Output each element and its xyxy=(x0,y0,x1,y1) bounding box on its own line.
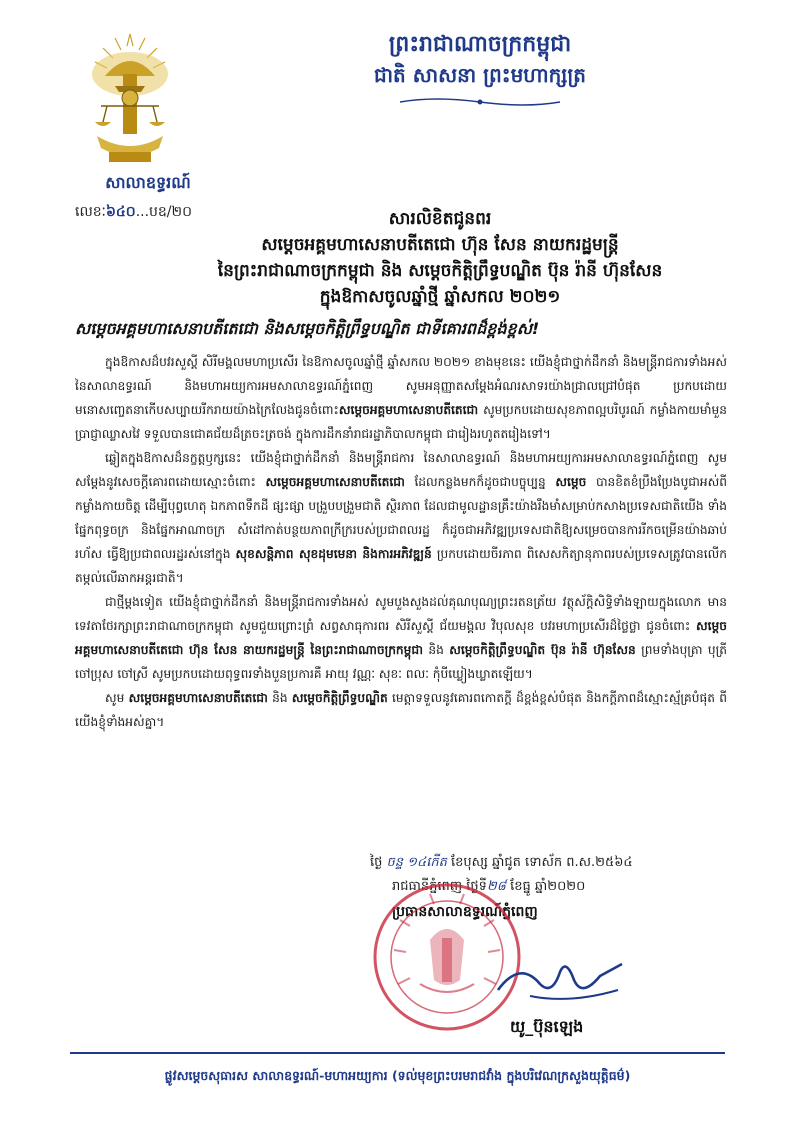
footer-address: ផ្លូវសម្តេចសុធារស សាលាឧទ្ធរណ៍-មហាអយ្យការ (ទល់មុខព្រះបរមរាជវាំង ក្នុងបរិវេណក្រសួងយុត្តិធម៌) xyxy=(164,1068,631,1083)
lunar-date-handwritten: ចន្ទ ១៤កើត xyxy=(386,855,447,870)
paragraph-emphasis: សម្តេចកិត្តិព្រឹទ្ធបណ្ឌិត xyxy=(291,691,388,705)
paragraph-text: ក្នុងឱកាសដ៏បវរសួស្តី សិរីមង្គលមហាប្រសើរ នៃឱកាសចូលឆ្នាំថ្មី ឆ្នាំសកល ២០២១ ខាងមុខនេះ យើងខ្ញុំជាថ្នាក់ដឹកនាំ និងមន្ត្រីរាជការទាំងអស់ នៃសាលាឧទ្ធរណ៍ និងមហាអយ្យការអមសាលាឧទ្ធរណ៍ភ្នំពេញ សូមអនុញ្ញាតសម្តែងអំណរសាទរយ៉ាងជ្រាលជ្រៅបំផុត ប្រកបដោយមនោសញ្ចេតនាកើបសប្បាយរីករាយយ៉ាងក្រៃលែងជូនចំពោះ xyxy=(75,355,727,417)
paragraph-emphasis: សម្តេចអគ្គមហាសេនាបតីតេជោ xyxy=(128,691,268,705)
paragraph-1 xyxy=(75,350,727,446)
solar-date-prefix: រាជធានីភ្នំពេញ ថ្ងៃទី xyxy=(392,879,487,894)
paragraph-text: មេត្តាទទួលនូវគោរពកោតក្តី ដ៏ខ្ពង់ខ្ពស់បំផុត និងកក្តីភាពដ៏ស្មោះស្ម័គ្របំផុត ពីយើងខ្ញុំទាំងអស់គ្នា។ xyxy=(75,691,727,729)
paragraph-text: សូម xyxy=(105,691,129,705)
title-line-4: ក្នុងឱកាសចូលឆ្នាំថ្មី ឆ្នាំសកល ២០២១ xyxy=(319,287,561,307)
paragraph-emphasis: សម្តេចកិត្តិព្រឹទ្ធបណ្ឌិត ប៊ុន រ៉ានី ហ៊ុនសែន xyxy=(449,643,636,657)
paragraph-text: បានខិតខំប្រឹងប្រែងបូជាអស់ពីកម្លាំងកាយចិត្ត ដើម្បីបុព្វហេតុ ឯកភាពទឹកដី ផ្សះផ្សា បង្រួបបង្រួមជាតិ ស្ថិរភាព ដែលជាមូលដ្ឋានគ្រឹះយ៉ាងរឹងមាំសម្រាប់កសាងប្រទេសជាតិយើង ទាំងផ្នែកពុទ្ធចក្រ និងផ្នែកអាណាចក្រ សំដៅកាត់បន្ថយភាពក្រីក្ររបស់ប្រជាពលរដ្ឋ ក៏ដូចជាអភិវឌ្ឍប្រទេសជាតិឱ្យសម្រេចបានការរីកចម្រើនយ៉ាងឆាប់រហ័ស ធ្វើឱ្យប្រជាពលរដ្ឋរស់នៅក្នុង xyxy=(75,475,727,561)
letter-title xyxy=(160,206,720,310)
paragraph-emphasis: សម្តេចអគ្គមហាសេនាបតីតេជោ xyxy=(265,475,405,489)
paragraph-emphasis: សម្តេចអគ្គមហាសេនាបតីតេជោ xyxy=(338,403,479,417)
royal-emblem-icon xyxy=(75,26,185,174)
paragraph-emphasis: សម្តេច xyxy=(555,475,587,489)
paragraph-text: ប្រកបដោយចីរភាព ពិសេសកិត្យានុភាពរបស់ប្រទេសត្រូវបានលើកតម្កល់លើឆាកអន្តរជាតិ។ xyxy=(75,547,727,585)
lunar-date xyxy=(370,854,633,873)
paragraph-emphasis: សម្តេចអគ្គមហាសេនាបតីតេជោ ហ៊ុន សែន នាយករដ្ឋមន្ត្រី នៃព្រះរាជាណាចក្រកម្ពុជា xyxy=(75,619,727,657)
solar-date-rest: ខែធ្នូ ឆ្នាំ២០២០ xyxy=(510,879,586,894)
title-line-3: នៃព្រះរាជាណាចក្រកម្ពុជា និង សម្តេចកិត្តិព្រឹទ្ធបណ្ឌិត ប៊ុន រ៉ានី ហ៊ុនសែន xyxy=(217,261,663,281)
paragraph-emphasis: សុខសន្តិភាព សុខដុមមេនា និងការអភិវឌ្ឍន៍ xyxy=(235,547,432,561)
lunar-date-rest: ខែបុស្ស ឆ្នាំជូត ទោស័ក ព.ស.២៥៦៤ xyxy=(450,855,633,870)
national-motto: ជាតិ សាសនា ព្រះមហាក្សត្រ xyxy=(374,63,586,87)
signer-name: យូ_ប៊ុនឡេង xyxy=(510,1017,584,1036)
salutation: សម្តេចអគ្គមហាសេនាបតីតេជោ និងសម្តេចកិត្តិព្រឹទ្ធបណ្ឌិត ជាទីគោរពដ៏ខ្ពង់ខ្ពស់! xyxy=(75,319,540,338)
paragraph-text: ព្រមទាំងបុត្រា បុត្រី ចៅប្រុស ចៅស្រី សូមប្រកបដោយពុទ្ធពរទាំងបួនប្រការគឺ អាយុ វណ្ណៈ សុខៈ ពលៈ កុំបីឃ្លៀងឃ្លាតឡើយ។ xyxy=(75,643,727,681)
lunar-date-prefix: ថ្ងៃ xyxy=(370,855,383,870)
solar-date-handwritten: ២៨ xyxy=(486,879,506,894)
paragraph-2 xyxy=(75,446,727,590)
reference-value: ៦៤០ xyxy=(105,204,136,220)
footer-divider xyxy=(70,1052,725,1054)
reference-suffix: ...បឧ/២០ xyxy=(135,204,193,220)
paragraph-text: ឆ្លៀតក្នុងឱកាសដ៏នក្ខត្តឫក្សនេះ យើងខ្ញុំជាថ្នាក់ដឹកនាំ និងមន្ត្រីរាជការ នៃសាលាឧទ្ធរណ៍ និងមហាអយ្យការអមសាលាឧទ្ធរណ៍ភ្នំពេញ សូមសម្តែងនូវសេចក្តីគោរពដោយស្មោះចំពោះ xyxy=(75,451,727,489)
title-line-2: សម្តេចអគ្គមហាសេនាបតីតេជោ ហ៊ុន សែន នាយករដ្ឋមន្ត្រី xyxy=(261,235,619,255)
signer-title: ប្រធានសាលាឧទ្ធរណ៍ភ្នំពេញ xyxy=(392,904,538,920)
kingdom-title: ព្រះរាជាណាចក្រកម្ពុជា xyxy=(388,31,572,57)
paragraph-4 xyxy=(75,686,727,734)
paragraph-text: ដែលកន្លងមកក៏ដូចជាបច្ចុប្បន្ន xyxy=(404,475,556,489)
paragraph-text: សូមប្រកបដោយសុខភាពល្អបរិបូរណ៍ កម្លាំងកាយមាំមួន ប្រាជ្ញាឈ្លាសវៃ ទទួលបានជោគជ័យដ៏ត្រចះត្រចង់ ក្នុងការដឹកនាំរាជរដ្ឋាភិបាលកម្ពុជា ជារៀងរហូតតរៀងទៅ។ xyxy=(75,403,727,441)
reference-prefix: លេខៈ xyxy=(75,204,106,220)
paragraph-3 xyxy=(75,590,727,686)
ministry-name: សាលាឧទ្ធរណ៍ xyxy=(105,173,191,192)
title-line-1: សារលិខិតជូនពរ xyxy=(388,209,492,229)
paragraph-text: ជាថ្មីម្តងទៀត យើងខ្ញុំជាថ្នាក់ដឹកនាំ និងមន្ត្រីរាជការទាំងអស់ សូមបួងសួងដល់គុណបុណ្យព្រះរតនត្រ័យ វត្ថុស័ក្តិសិទ្ធិទាំងឡាយក្នុងលោក មានទេវតាថែរក្សាព្រះរាជាណាចក្រកម្ពុជា សូមជួយព្រោះព្រំ សព្វសាធុការពរ សិរីសួស្តី ជ័យមង្គល វិបុលសុខ បវរមហាប្រសើរដ៏ថ្លៃថ្លា ជូនចំពោះ xyxy=(75,595,727,633)
paragraph-text: និង xyxy=(267,691,292,705)
paragraph-text: និង xyxy=(423,643,450,657)
signature-icon xyxy=(490,950,630,1010)
ornament-divider-icon xyxy=(390,96,570,108)
letter-body xyxy=(75,350,727,734)
